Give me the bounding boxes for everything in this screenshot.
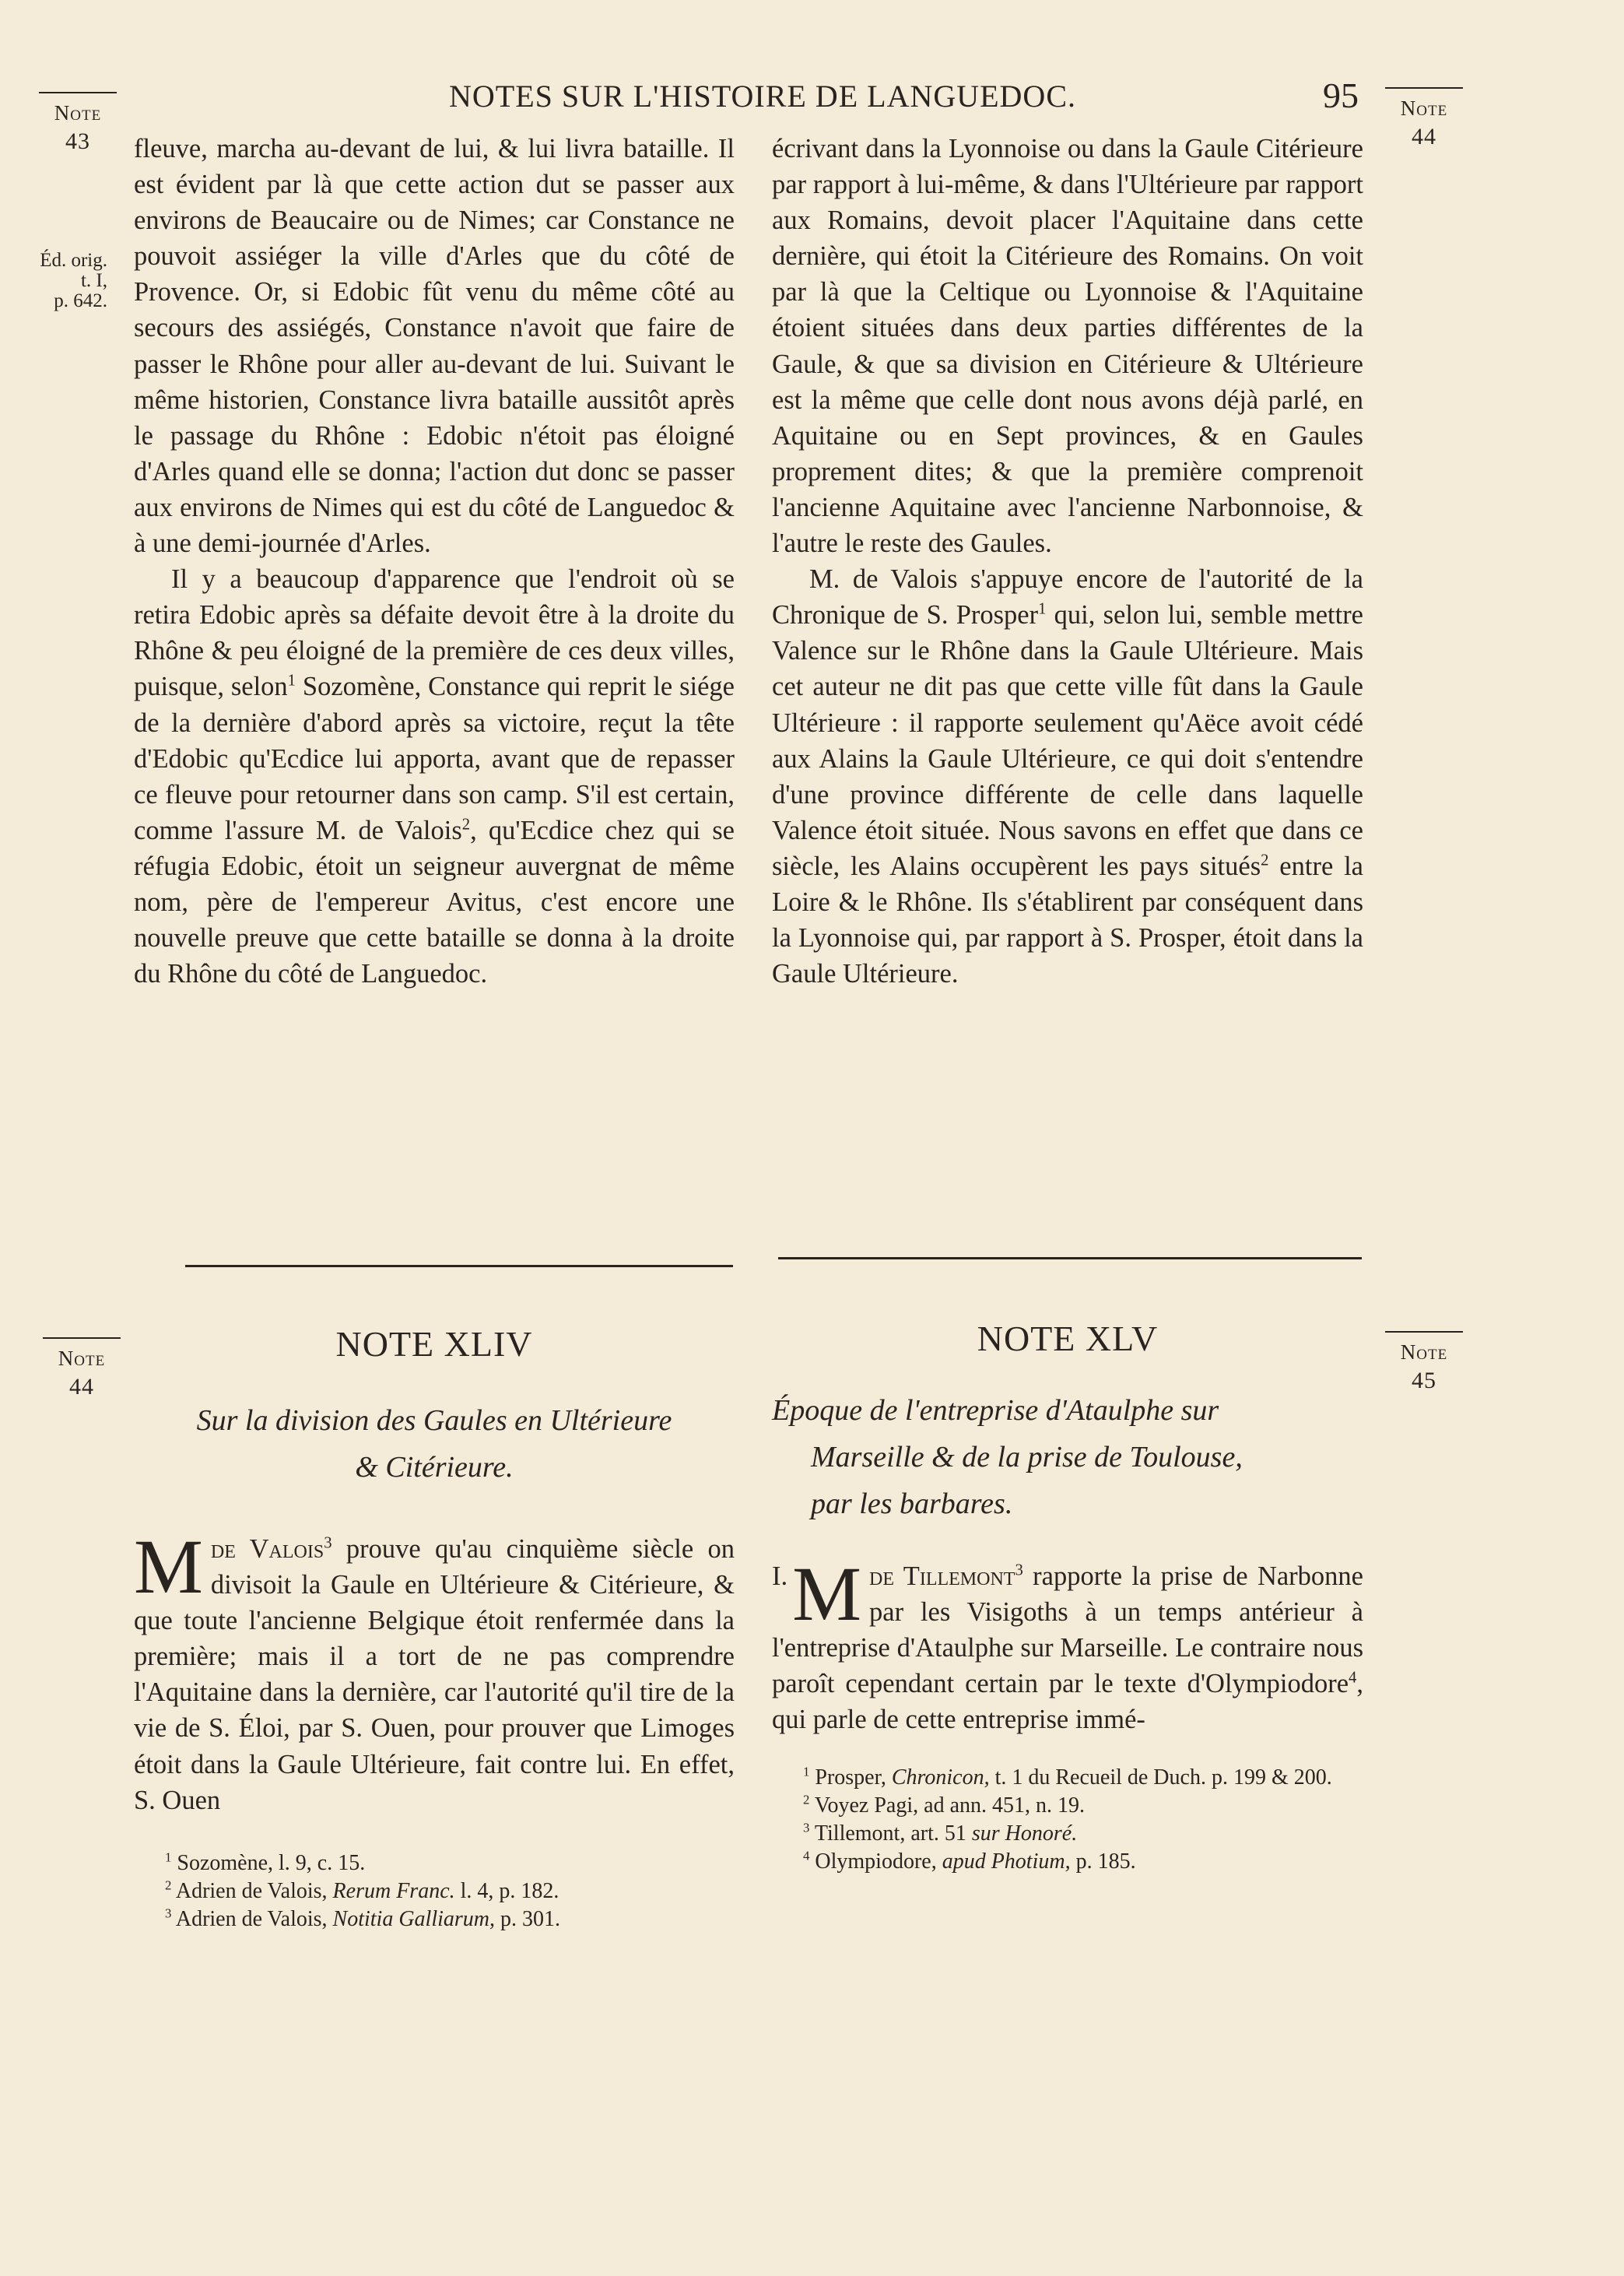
margin-note-number: 44 <box>1412 124 1436 149</box>
margin-rule <box>39 92 117 93</box>
footnote-italic: apud Photium, <box>942 1849 1071 1874</box>
footnote-tail: p. 301. <box>495 1906 561 1931</box>
text-run: rapporte la prise de Narbonne par les Visigoths à un temps antérieur à l'entreprise d'Ataulphe sur Marseille. Le contraire nous paroît cependant certain par le texte d'Olympiodore <box>772 1561 1363 1699</box>
margin-note-mid-left <box>43 1337 121 1400</box>
running-title: NOTES SUR L'HISTOIRE DE LANGUEDOC. <box>448 79 1076 114</box>
margin-note-mid-right <box>1385 1331 1463 1394</box>
footnote-mark: 3 <box>803 1821 810 1836</box>
text-run: entre la Loire & le Rhône. Ils s'établirent par conséquent dans la Lyonnoise qui, par rapport à S. Prosper, étoit dans la Gaule Ultérieure. <box>772 851 1363 989</box>
text-run: Sozomène, Constance qui reprit le siége de la dernière d'abord après sa victoire, reçut la tête d'Edobic qu'Ecdice lui apporta, avant que de repasser ce fleuve pour retourner dans son camp. S'il est certain, comme l'assure M. de Valois <box>134 672 735 845</box>
note-body <box>772 1551 1363 1737</box>
footnote-mark: 1 <box>165 1849 172 1865</box>
footnote-mark: 3 <box>165 1905 172 1921</box>
footnote <box>165 1849 735 1877</box>
footnote-italic: sur Honoré. <box>971 1821 1078 1846</box>
paragraph: écrivant dans la Lyonnoise ou dans la Gaule Citérieure par rapport à lui-même, & dans l'Ultérieure par rapport aux Romains, devoit placer l'Aquitaine dans cette dernière, qui étoit la Citérieure des Romains. On voit par là que la Celtique ou Lyonnoise & l'Aquitaine étoient situées dans deux parties différentes de la Gaule, & que sa division en Citérieure & Ultérieure est la même que celle dont nous avons déjà parlé, en Aquitaine ou en Sept provinces, & en Gaules proprement dites; & que la première comprenoit l'ancienne Aquitaine avec l'ancienne Narbonnoise, & l'autre le reste des Gaules. <box>772 134 1363 559</box>
subtitle-line: & Citérieure. <box>355 1451 514 1484</box>
footnote-mark: 2 <box>165 1877 172 1893</box>
footnote-ref: 4 <box>1349 1669 1357 1687</box>
margin-note-top-right <box>1385 87 1463 150</box>
subtitle-line: Marseille & de la prise de Toulouse, <box>811 1441 1243 1473</box>
footnote-tail: p. 185. <box>1070 1849 1136 1874</box>
footnotes <box>772 1764 1363 1876</box>
footnote-ref: 2 <box>1261 852 1269 869</box>
margin-note-number: 44 <box>69 1374 94 1400</box>
edorig-line: t. I, <box>80 270 107 291</box>
note-44-section <box>134 1323 735 1934</box>
margin-rule <box>1385 87 1463 89</box>
footnote <box>803 1848 1363 1876</box>
footnotes <box>134 1849 735 1934</box>
paragraph <box>772 561 1363 992</box>
drop-cap: M <box>134 1523 203 1610</box>
footnote-mark: 4 <box>803 1849 810 1864</box>
paragraph <box>772 1551 1363 1737</box>
edition-original-ref <box>22 251 107 311</box>
margin-rule <box>43 1337 121 1339</box>
footnote-ref: 1 <box>287 672 296 690</box>
margin-note-label: Note <box>1400 1340 1448 1364</box>
footnote <box>803 1792 1363 1820</box>
footnote-italic: Chronicon, <box>891 1765 990 1790</box>
margin-rule <box>1385 1331 1463 1333</box>
footnote-text: Voyez Pagi, ad ann. 451, n. 19. <box>814 1793 1085 1818</box>
note-subtitle <box>772 1387 1363 1527</box>
footnote-text: Prosper, <box>815 1765 892 1790</box>
section-divider <box>185 1265 733 1267</box>
footnote-mark: 2 <box>803 1793 810 1808</box>
footnote-tail: l. 4, p. 182. <box>454 1878 559 1903</box>
margin-note-number: 45 <box>1412 1368 1436 1393</box>
footnote-italic: Notitia Galliarum, <box>332 1906 496 1931</box>
paragraph: fleuve, marcha au-devant de lui, & lui livra bataille. Il est évident par là que cette action dut se passer aux environs de Beaucaire ou de Nimes; car Constance ne pouvoit assiéger la ville d'Arles que du côté de Provence. Or, si Edobic fût venu du même côté au secours des assiégés, Constance n'avoit que faire de passer le Rhône pour aller au-devant de lui. Suivant le même historien, Constance livra bataille aussitôt après le passage du Rhône : Edobic n'étoit pas éloigné d'Arles quand elle se donna; l'action dut donc se passer aux environs de Nimes qui est du côté de Languedoc & à une demi-journée d'Arles. <box>134 134 735 559</box>
footnote-ref: 3 <box>324 1534 332 1552</box>
footnote <box>165 1877 735 1905</box>
section-numeral: I. <box>772 1561 788 1591</box>
footnote-text: Olympiodore, <box>815 1849 942 1874</box>
text-run: , qui parle de cette entreprise immé- <box>772 1669 1363 1735</box>
footnote-ref: 3 <box>1015 1561 1023 1579</box>
text-run: , qu'Ecdice chez qui se réfugia Edobic, étoit un seigneur auvergnat de même nom, père de l'empereur Avitus, c'est encore une nouvelle preuve que cette bataille se donna à la droite du Rhône du côté de Languedoc. <box>134 815 735 989</box>
margin-note-label: Note <box>58 1347 106 1370</box>
note-45-section <box>772 1318 1363 1876</box>
text-run: Il y a beaucoup d'apparence que l'endroit où se retira Edobic après sa défaite devoit être à la droite du Rhône & peu éloigné de la première de ces deux villes, puisque, selon <box>134 564 735 702</box>
footnote-ref: 2 <box>461 816 471 834</box>
edorig-line: p. 642. <box>54 290 107 311</box>
footnote-text: Sozomène, l. 9, c. 15. <box>177 1850 366 1875</box>
subtitle-line: Époque de l'entreprise d'Ataulphe sur <box>772 1394 1219 1427</box>
section-divider <box>778 1257 1362 1259</box>
paragraph <box>134 1523 735 1818</box>
text-run: qui, selon lui, semble mettre Valence sur le Rhône dans la Gaule Ultérieure. Mais cet auteur ne dit pas que cette ville fût dans la Gaule Ultérieure : il rapporte seulement qu'Aëce avoit cédé aux Alains la Gaule Ultérieure, ce qui doit s'entendre d'une province différente de celle dans laquelle Valence étoit située. Nous savons en effet que dans ce siècle, les Alains occupèrent les pays situés <box>772 600 1363 881</box>
note-title: NOTE XLV <box>977 1319 1159 1358</box>
footnote-tail: t. 1 du Recueil de Duch. p. 199 & 200. <box>989 1765 1332 1790</box>
subtitle-line: Sur la division des Gaules en Ultérieure <box>196 1404 672 1437</box>
lead-name: de Tillemont <box>869 1561 1015 1591</box>
footnote-text: Adrien de Valois, <box>175 1878 333 1903</box>
footnote-text: Adrien de Valois, <box>175 1906 333 1931</box>
margin-note-label: Note <box>54 101 102 125</box>
footnote-text: Tillemont, art. 51 <box>814 1821 972 1846</box>
note-title: NOTE XLIV <box>335 1324 533 1364</box>
paragraph <box>134 561 735 992</box>
text-run: M. de Valois s'appuye encore de l'autorité de la Chronique de S. Prosper <box>772 564 1363 630</box>
footnote <box>803 1820 1363 1848</box>
subtitle-line: par les barbares. <box>811 1487 1013 1520</box>
edorig-line: Éd. orig. <box>40 250 107 271</box>
left-column-text <box>134 131 735 992</box>
right-column-text <box>772 131 1363 992</box>
margin-note-number: 43 <box>65 128 90 154</box>
footnote-italic: Rerum Franc. <box>332 1878 455 1903</box>
drop-cap: M <box>792 1551 862 1637</box>
footnote <box>165 1905 735 1934</box>
note-body <box>134 1523 735 1818</box>
page-number: 95 <box>1323 76 1359 115</box>
text-run: prouve qu'au cinquième siècle on divisoit la Gaule en Ultérieure & Citérieure, & que toute l'ancienne Belgique étoit renfermée dans la première; mais il a tort de ne pas comprendre l'Aquitaine dans la dernière, car l'autorité qu'il tire de la vie de S. Éloi, par S. Ouen, pour prouver que Limoges étoit dans la Gaule Ultérieure, fait contre lui. En effet, S. Ouen <box>134 1534 735 1815</box>
lead-name: de Valois <box>210 1534 324 1564</box>
footnote-mark: 1 <box>803 1765 810 1780</box>
footnote-ref: 1 <box>1038 600 1047 618</box>
margin-note-label: Note <box>1400 97 1448 120</box>
note-subtitle <box>134 1397 735 1491</box>
footnote <box>803 1764 1363 1792</box>
margin-note-top-left <box>39 92 117 155</box>
